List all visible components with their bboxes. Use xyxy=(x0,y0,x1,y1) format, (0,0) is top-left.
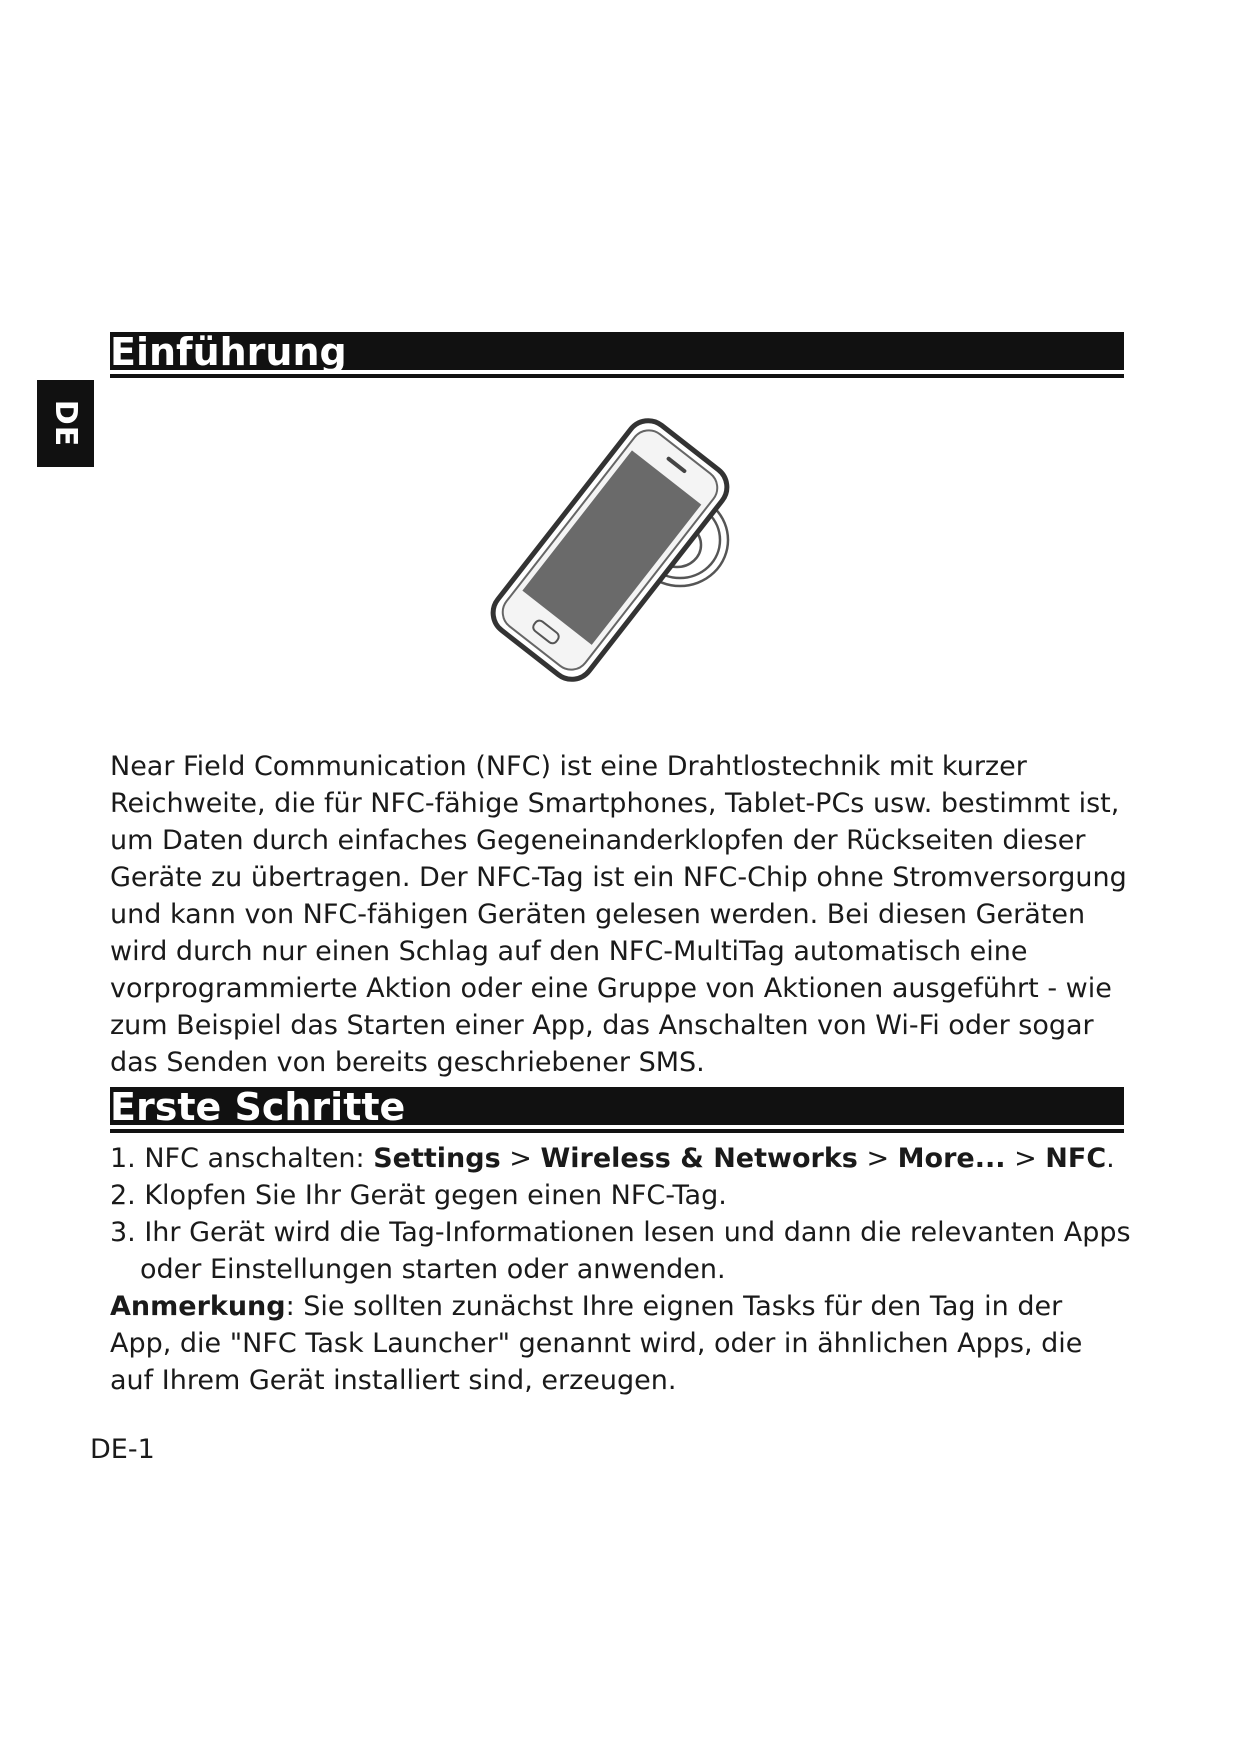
wireless-path: Wireless & Networks xyxy=(540,1143,858,1174)
intro-paragraph: Near Field Communication (NFC) ist eine Drahtlostechnik mit kurzer Reichweite, die für NFC-fähige Smartphones, Tablet-PCs usw. bestimmt ist, um Daten durch einfaches Gegeneinanderklopfen der Rückseiten dieser Geräte zu übertragen. Der NFC-Tag ist ein NFC-Chip ohne Stromversorgung und kann von NFC-fähigen Geräten gelesen werden. Bei diesen Geräten wird durch nur einen Schlag auf den NFC-MultiTag automatisch eine vorprogrammierte Aktion oder eine Gruppe von Aktionen ausgeführt - wie zum Beispiel das Starten einer App, das Anschalten von Wi-Fi oder sogar das Senden von bereits geschriebener SMS. xyxy=(110,751,1127,1078)
step-3-line-2: oder Einstellungen starten oder anwenden. xyxy=(140,1254,726,1285)
note-text: : Sie sollten zunächst Ihre eignen Tasks für den Tag in der App, die "NFC Task Launcher" genannt wird, oder in ähnlichen Apps, die auf Ihrem Gerät installiert sind, erzeugen. xyxy=(110,1291,1083,1396)
section-title-getting-started: Erste Schritte xyxy=(110,1085,406,1129)
step-1: 1. NFC anschalten: Settings > Wireless & Networks > More... > NFC. xyxy=(110,1143,1115,1174)
section-divider xyxy=(110,1129,1124,1133)
language-tab xyxy=(37,380,94,467)
section-divider xyxy=(110,374,1124,378)
language-tab-label: DE xyxy=(48,399,83,448)
note xyxy=(110,1288,1130,1399)
step-3-line-1: 3. Ihr Gerät wird die Tag-Informationen lesen und dann die relevanten Apps xyxy=(110,1217,1131,1248)
note-label: Anmerkung xyxy=(110,1291,286,1322)
page-number: DE-1 xyxy=(90,1434,155,1465)
more-path: More... xyxy=(897,1143,1006,1174)
section-header-introduction xyxy=(110,330,1124,374)
step-2: 2. Klopfen Sie Ihr Gerät gegen einen NFC-Tag. xyxy=(110,1180,727,1211)
phone-tapping-nfc-tag-icon xyxy=(460,405,760,695)
section-title-introduction: Einführung xyxy=(110,330,347,374)
section-header-getting-started xyxy=(110,1085,1124,1129)
nfc-path: NFC xyxy=(1045,1143,1107,1174)
settings-path: Settings xyxy=(373,1143,501,1174)
getting-started-steps xyxy=(110,1140,1130,1399)
